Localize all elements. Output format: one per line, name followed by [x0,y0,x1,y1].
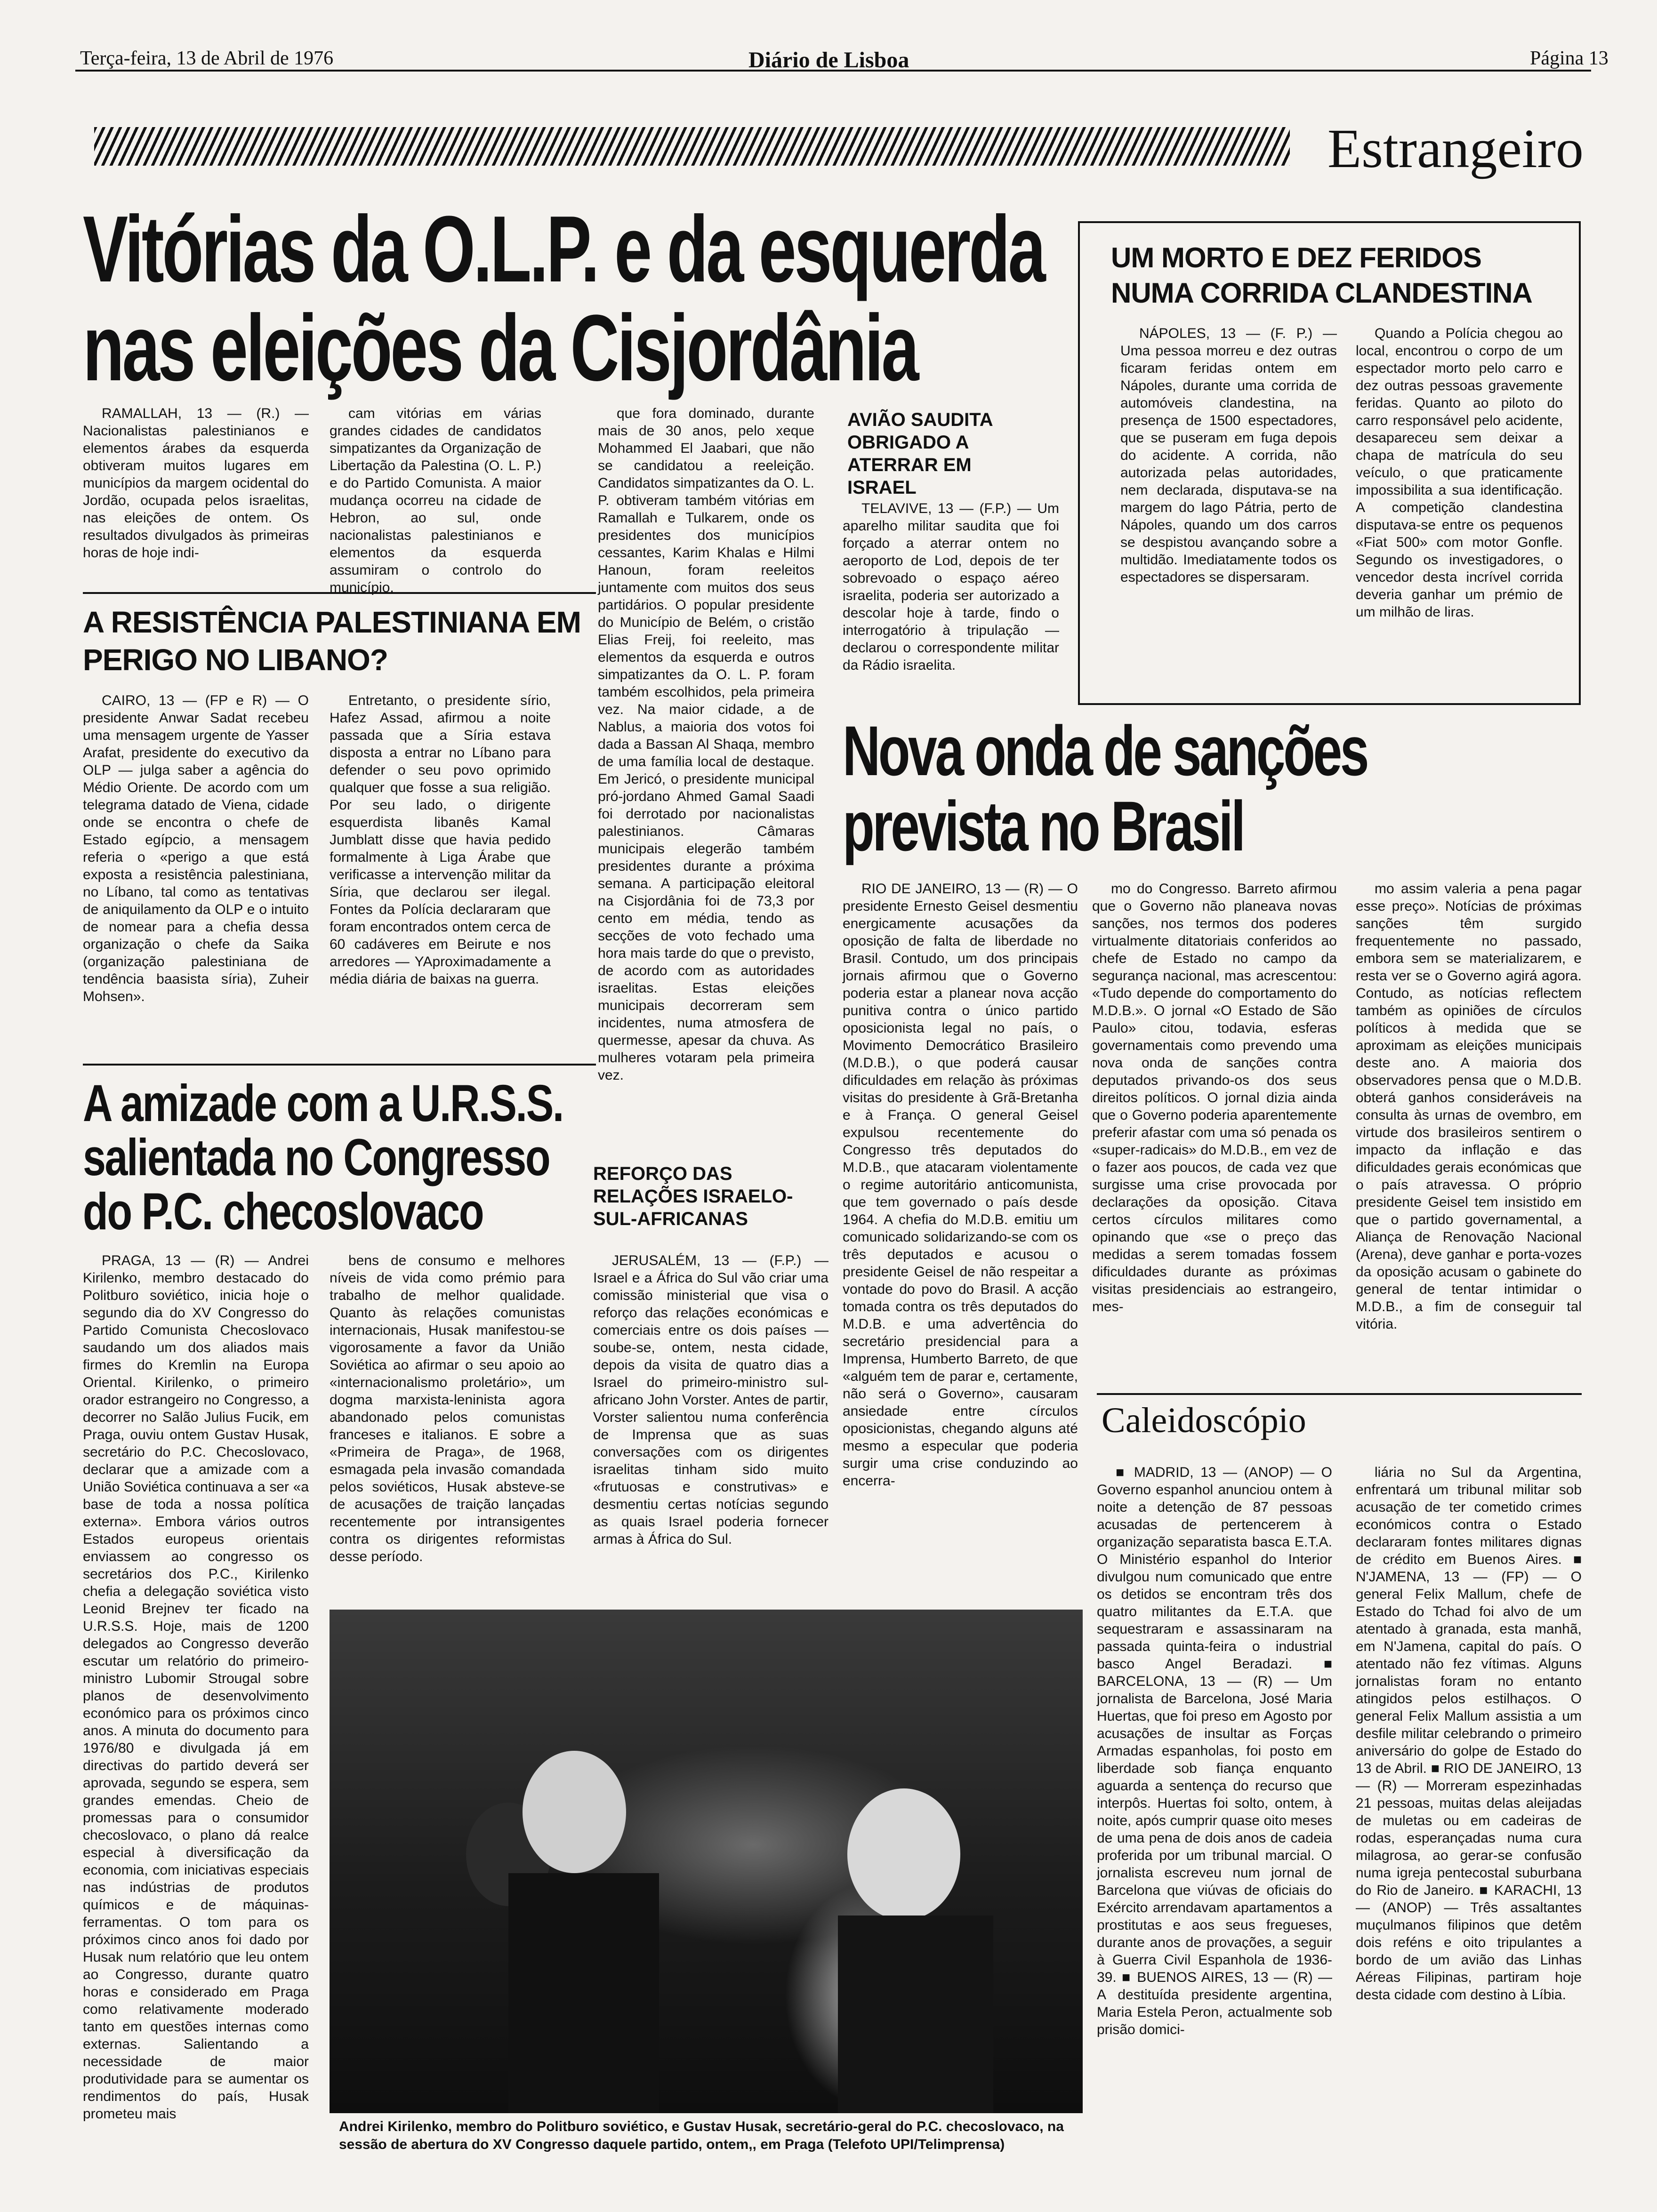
resistencia-top-rule [83,592,596,594]
brasil-col-1: RIO DE JANEIRO, 13 — (R) — O presidente Ernesto Geisel desmentiu energicamente acusações da oposição de falta de liberdade no Brasil. Contudo, um dos principais jornais afirmou que o Governo poderia estar a planear nova acção punitiva contra o único partido oposicionista legal no país, o Movimento Democrático Brasileiro (M.D.B.), o que poderá causar dificuldades em relação às próximas visitas do presidente à Grã-Bretanha e à França. O general Geisel expulsou recentemente do Congresso três deputados do M.D.B., que atacaram violentamente o regime autoritário anticomunista, que tem governado o país desde 1964. A chefia do M.D.B. emitiu um comunicado solidarizando-se com os três deputados e acusou o presidente Geisel de não respeitar a vontade do povo do Brasil. A acção tomada contra os três deputados do M.D.B. e uma advertência do secretário presidencial para a Imprensa, Humberto Barreto, de que «alguém tem de parar e, certamente, não será o Governo», causaram ansiedade entre círculos oposicionistas, chegando alguns até mesmo a especular que poderia surgir uma crise conduzindo ao encerra- [843,881,1078,1489]
brasil-col-3: mo assim valeria a pena pagar esse preço». Notícias de próximas sanções têm surgido frequentemente no passado, embora sem se materializarem, e resta ver se o Governo agirá agora. Contudo, as notícias reflectem também as opiniões de círculos políticos à medida que se aproximam as eleições municipais deste ano. A maioria dos observadores pensa que o M.D.B. obterá ganhos consideráveis na consulta às urnas de ovembro, em virtude dos brasileiros sentirem o impacto da inflação e das dificuldades gerais económicas que o país atravessa. O próprio presidente Geisel tem insistido em que o partido governamental, a Aliança de Renovação Nacional (Arena), deve ganhar e porta-vozes da oposição acusam o gabinete do general de tentar intimidar o M.D.B., a fim de conseguir tal vitória. [1356,881,1582,1332]
urss-col-2: bens de consumo e melhores níveis de vida como prémio para trabalho de melhor qualidade. Quanto às relações comunistas internacionais, Husak manifestou-se vigorosamente a favor da União Soviética ao afirmar o seu apoio ao «internacionalismo proletário», um dogma marxista-leninista agora abandonado pelos comunistas franceses e italianos. E sobre a «Primeira de Praga», de 1968, esmagada pela invasão comandada pelos soviéticos, Husak absteve-se de acusações de traição lançadas recentemente por intransigentes contra os dirigentes reformistas desse período. [330,1253,565,1564]
reforco-kicker: REFORÇO DAS RELAÇÕES ISRAELO-SUL-AFRICANAS [593,1163,793,1229]
congress-photo [330,1610,1083,2113]
reforco-article: JERUSALÉM, 13 — (F.P.) — Israel e a África do Sul vão criar uma comissão ministerial que visa o reforço das relações económicas e comerciais entre os dois países — soube-se, ontem, nesta cidade, depois da visita de quatro dias a Israel do primeiro-ministro sul-africano John Vorster. Antes de partir, Vorster salientou numa conferência de Imprensa que as suas conversações com os dirigentes israelitas tinham sido muito «frutuosas e construtivas» e desmentiu certas notícias segundo as quais Israel poderia fornecer armas à África do Sul. [593,1253,828,1547]
urss-headline-line-3: do P.C. checoslovaco [83,1183,483,1241]
calei-col-1: ■ MADRID, 13 — (ANOP) — O Governo espanhol anunciou ontem à noite a detenção de 87 pessoas acusadas de pertencerem à organização separatista basca E.T.A. O Ministério espanhol do Interior divulgou num comunicado que entre os detidos se encontram três dos quatro militantes da E.T.A. que sequestraram e assassinaram na passada quinta-feira o industrial basco Angel Beradazi. ■ BARCELONA, 13 — (R) — Um jornalista de Barcelona, José Maria Huertas, que foi preso em Agosto por acusações de insultar as Forças Armadas espanholas, foi posto em liberdade sob fiança enquanto aguarda a sentença do recurso que interpôs. Huertas foi solto, ontem, à noite, após cumprir quase oito meses de uma pena de dois anos de cadeia proferida por um tribunal marcial. O jornalista escreveu num jornal de Barcelona que viúvas de oficiais do Exército arrendavam apartamentos a prostitutas e aos seus fregueses, durante anos de provações, a seguir à Guerra Civil Espanhola de 1936-39. ■ BUENOS AIRES, 13 — (R) — A destituída presidente argentina, Maria Estela Peron, actualmente sob prisão domici- [1097,1465,1332,2037]
calei-col-2: liária no Sul da Argentina, enfrentará um tribunal militar sob acusação de ter cometido crimes económicos contra o Estado declararam fontes militares dignas de crédito em Buenos Aires. ■ N'JAMENA, 13 — (FP) — O general Felix Mallum, chefe de Estado do Tchad foi alvo de um atentado à granada, esta manhã, em N'Jamena, capital do país. O atentado não fez vítimas. Alguns jornalistas foram no entanto atingidos pelos estilhaços. O general Felix Mallum assistia a um desfile militar celebrando o primeiro aniversário do golpe de Estado do 13 de Abril. ■ RIO DE JANEIRO, 13 — (R) — Morreram espezinhadas 21 pessoas, muitas delas aleijadas de muletas ou em cadeiras de rodas, esperançadas numa cura milagrosa, ao gerar-se confusão numa igreja pentecostal suburbana do Rio de Janeiro. ■ KARACHI, 13 — (ANOP) — Três assaltantes muçulmanos filipinos que detêm dois reféns e oito tripulantes a bordo de um avião das Linhas Aéreas Filipinas, partiram hoje desta cidade com destino à Líbia. [1356,1465,1582,2003]
main-headline-line-2: nas eleições da Cisjordânia [83,296,917,401]
section-title: Estrangeiro [1327,118,1584,179]
brasil-headline-line-1: Nova onda de sanções [843,711,1367,790]
main-article-col-2: cam vitórias em várias grandes cidades de candidatos simpatizantes da Organização de Libertação da Palestina (O. L. P.) e do Partido Comunista. A maior mudança ocorreu na cidade de Hebron, ao sul, onde nacionalistas palestinianos e elementos da esquerda assumiram o controlo do município, [330,406,541,595]
newspaper-name: Diário de Lisboa [748,48,909,72]
morto-col-2: Quando a Polícia chegou ao local, encontrou o corpo de um espectador morto pelo carro e dez outras pessoas gravemente feridas. Quanto ao piloto do carro responsável pelo acidente, desapareceu sem deixar a chapa de matrícula do seu veículo, o que praticamente impossibilita a sua identificação. A competição clandestina disputava-se entre os pequenos «Fiat 500» com motor Gonfle. Segundo os investigadores, o vencedor desta incrível corrida deveria ganhar um prémio de um milhão de liras. [1356,326,1563,620]
brasil-col-2: mo do Congresso. Barreto afirmou que o Governo não planeava novas sanções, nos termos dos poderes virtualmente ditatoriais conferidos ao chefe de Estado no campo da segurança nacional, mas acrescentou: «Tudo depende do comportamento do M.D.B.». O jornal «O Estado de São Paulo» citou, todavia, esferas governamentais como prevendo uma nova onda de sanções contra deputados privando-os dos seus direitos políticos. O jornal dizia ainda que o Governo poderia aparentemente preferir afastar com uma só penada os «super-radicais» do M.D.B., em vez de o fazer aos poucos, de cada vez que surgisse uma crise provocada por declarações da oposição. Citava certos círculos militares como opinando que «se o preço das medidas a serem tomadas fossem dificuldades durante as próximas visitas presidenciais ao estrangeiro, mes- [1092,881,1337,1314]
page-number: Página 13 [1530,48,1609,69]
brasil-headline-line-2: prevista no Brasil [843,786,1244,866]
urss-headline-line-1: A amizade com a U.R.S.S. [83,1074,563,1132]
main-article-col-1: RAMALLAH, 13 — (R.) — Nacionalistas palestinianos e elementos árabes da esquerda obtiveram muitos lugares em municípios da margem ocidental do Jordão, ocupada pelos israelitas, nas eleições de ontem. Os resultados divulgados às primeiras horas de hoje indi- [83,406,309,561]
morto-title: UM MORTO E DEZ FERIDOS NUMA CORRIDA CLANDESTINA [1111,242,1532,309]
main-headline-line-1: Vitórias da O.L.P. e da esquerda [83,197,1044,302]
urss-top-rule [83,1064,596,1066]
main-article-col-3: que fora dominado, durante mais de 30 anos, pelo xeque Mohammed El Jaabari, que não se candidatou a reeleição. Candidatos simpatizantes da O. L. P. obtiveram também vitórias em Ramallah e Tulkarem, onde os presidentes dos municípios cessantes, Karim Khalas e Hilmi Hanoun, foram reeleitos juntamente com muitos dos seus partidários. O popular presidente do Município de Belém, o cristão Elias Freij, foi reeleito, mas elementos da esquerda e outros simpatizantes da O. L. P. foram também escolhidos, pela primeira vez. Na maior cidade, a de Nablus, a maioria dos votos foi dada a Bassan Al Shaqa, membro de uma família local de destaque. Em Jericó, o presidente municipal pró-jordano Ahmed Gamal Saadi foi derrotado por nacionalistas palestinianos. Câmaras municipais elegerão também presidentes durante a próxima semana. A participação eleitoral na Cisjordânia foi de 73,3 por cento em média, tendo as secções de voto fechado uma hora mais tarde do que o previsto, de acordo com as autoridades israelitas. Estas eleições municipais decorreram sem incidentes, numa atmosfera de quermesse, apesar da chuva. As mulheres votaram pela primeira vez. [598,406,814,1083]
resistencia-title: A RESISTÊNCIA PALESTINIANA EM PERIGO NO LIBANO? [83,605,581,677]
caleidoscopio-title: Caleidoscópio [1102,1401,1306,1440]
header-rule [75,70,1591,72]
morto-col-1: NÁPOLES, 13 — (F. P.) — Uma pessoa morreu e dez outras ficaram feridas ontem em Nápoles, durante uma corrida de automóveis clandestina, na presença de 1500 espectadores, que se puseram em fuga depois do acidente. A corrida, não autorizada pelas autoridades, nem declarada, disputava-se na margem do lago Pátria, perto de Nápoles, quando um dos carros se despistou avançando sobre a multidão. Imediatamente todos os espectadores se dispersaram. [1120,326,1337,585]
resistencia-col-2: Entretanto, o presidente sírio, Hafez Assad, afirmou a noite passada que a Síria estava disposta a entrar no Líbano para defender o seu povo oprimido qualquer que fosse a sua religião. Por seu lado, o dirigente esquerdista libanês Kamal Jumblatt disse que havia pedido formalmente à Liga Árabe que verificasse a intervenção militar da Síria, que declarou ser ilegal. Fontes da Polícia declararam que foram encontrados ontem cerca de 60 cadáveres em Beirute e nos arredores — YAproximadamente a média diária de baixas na guerra. [330,693,551,987]
aviao-kicker: AVIÃO SAUDITA OBRIGADO A ATERRAR EM ISRAEL [847,409,993,498]
aviao-article: TELAVIVE, 13 — (F.P.) — Um aparelho militar saudita que foi forçado a aterrar ontem no aeroporto de Lod, depois de ter sobrevoado o espaço aéreo israelita, poderia ser autorizado a descolar hoje à tarde, findo o interrogatório à tripulação — declarou o correspondente militar da Rádio israelita. [843,501,1059,673]
urss-col-1: PRAGA, 13 — (R) — Andrei Kirilenko, membro destacado do Politburo soviético, inicia hoje o segundo dia do XV Congresso do Partido Comunista Checoslovaco saudando um dos aliados mais firmes do Kremlin na Europa Oriental. Kirilenko, o primeiro orador estrangeiro no Congresso, a decorrer no Salão Julius Fucik, em Praga, ouviu ontem Gustav Husak, secretário do P.C. Checoslovaco, declarar que a amizade com a União Soviética continuava a ser «a base de toda a nossa política externa». Embora vários outros Estados europeus orientais enviassem ao congresso os secretários dos P.C., Kirilenko chefia a delegação soviética visto Leonid Brejnev ter ficado na U.R.S.S. Hoje, mais de 1200 delegados ao Congresso deverão escutar um relatório do primeiro-ministro Lubomir Strougal sobre planos de desenvolvimento económico para os próximos cinco anos. A minuta do documento para 1976/80 e divulgada já em directivas do partido deverá ser aprovada, segundo se espera, sem grandes emendas. Cheio de promessas para o consumidor checoslovaco, o plano dá realce especial à diversificação da economia, com iniciativas especiais nas indústrias de produtos químicos e de máquinas-ferramentas. O tom para os próximos cinco anos foi dado por Husak num relatório que leu ontem ao Congresso, durante quatro horas e considerado em Praga como relativamente moderado tanto em questões internas como externas. Salientando a necessidade de maior produtividade para se aumentar os rendimentos do país, Husak prometeu mais [83,1253,309,2122]
calei-top-rule [1097,1393,1582,1395]
urss-headline-line-2: salientada no Congresso [83,1129,550,1186]
photo-caption: Andrei Kirilenko, membro do Politburo soviético, e Gustav Husak, secretário-geral do P.C. checoslovaco, na sessão de abertura do XV Congresso daquele partido, ontem,, em Praga (Telefoto UPI/Telimprensa) [339,2119,1064,2152]
issue-date: Terça-feira, 13 de Abril de 1976 [80,48,334,69]
photo-figures [330,1610,1083,2113]
resistencia-col-1: CAIRO, 13 — (FP e R) — O presidente Anwar Sadat recebeu uma mensagem urgente de Yasser Arafat, presidente do executivo da OLP — julga saber a agência do Médio Oriente. De acordo com um telegrama datado de Viena, cidade onde se encontra o chefe de Estado egípcio, a mensagem referia o «perigo a que está exposta a resistência palestiniana, no Líbano, tal como as tentativas de aniquilamento da OLP e o intuito de nomear para a chefia dessa organização o chefe da Saika (organização palestiniana de tendência baasista síria), Zuheir Mohsen». [83,693,309,1004]
section-hatch-band [94,127,1290,166]
